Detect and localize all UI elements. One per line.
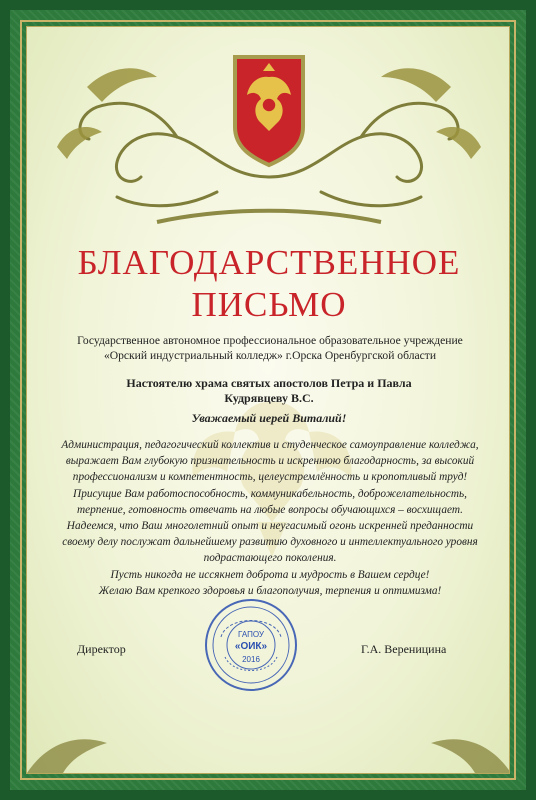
certificate-title-line2: ПИСЬМО	[191, 285, 347, 324]
certificate-title-line1: БЛАГОДАРСТВЕННОЕ	[77, 243, 461, 282]
certificate-sheet	[26, 26, 510, 774]
organization-name: Государственное автономное профессиональное образовательное учреждение «Орский индустриальный колледж» г.Орска Оренбургской области	[77, 334, 463, 362]
seal-line1: ГАПОУ	[238, 630, 264, 639]
signer-name: Г.А. Вереницина	[361, 642, 447, 656]
addressee-line1: Настоятелю храма святых апостолов Петра и Павла	[126, 376, 412, 390]
body-paragraph: Присущие Вам работоспособность, коммуникабельность, доброжелательность, терпение, готовность отвечать на любые вопросы обучающихся – восхищает.	[73, 487, 467, 516]
bottom-ornament	[27, 713, 510, 773]
signer-title: Директор	[77, 642, 126, 656]
addressee-line2: Кудрявцеву В.С.	[224, 391, 314, 405]
coat-of-arms-icon	[235, 57, 303, 165]
seal-line3: 2016	[242, 655, 260, 664]
addressee	[87, 376, 451, 406]
greeting: Уважаемый иерей Виталий!	[191, 411, 347, 425]
letter-body	[55, 437, 485, 599]
top-ornament	[27, 27, 510, 237]
body-paragraph: Надеемся, что Ваш многолетний опыт и неугасимый огонь искренней преданности своему делу послужат дальнейшему развитию духовного и интеллектуального уровня подрастающего поколения.	[62, 520, 478, 565]
body-paragraph: Пусть никогда не иссякнет доброта и мудрость в Вашем сердце!	[110, 568, 430, 581]
body-paragraph: Желаю Вам крепкого здоровья и благополучия, терпения и оптимизма!	[98, 584, 442, 597]
seal-line2: «ОИК»	[234, 641, 268, 652]
body-paragraph: Администрация, педагогический коллектив и студенческое самоуправление колледжа, выражает Вам глубокую признательность и искреннюю благодарность, за высокий профессионализм и компетентность, целеустремлённость и кропотливый труд!	[61, 439, 479, 484]
